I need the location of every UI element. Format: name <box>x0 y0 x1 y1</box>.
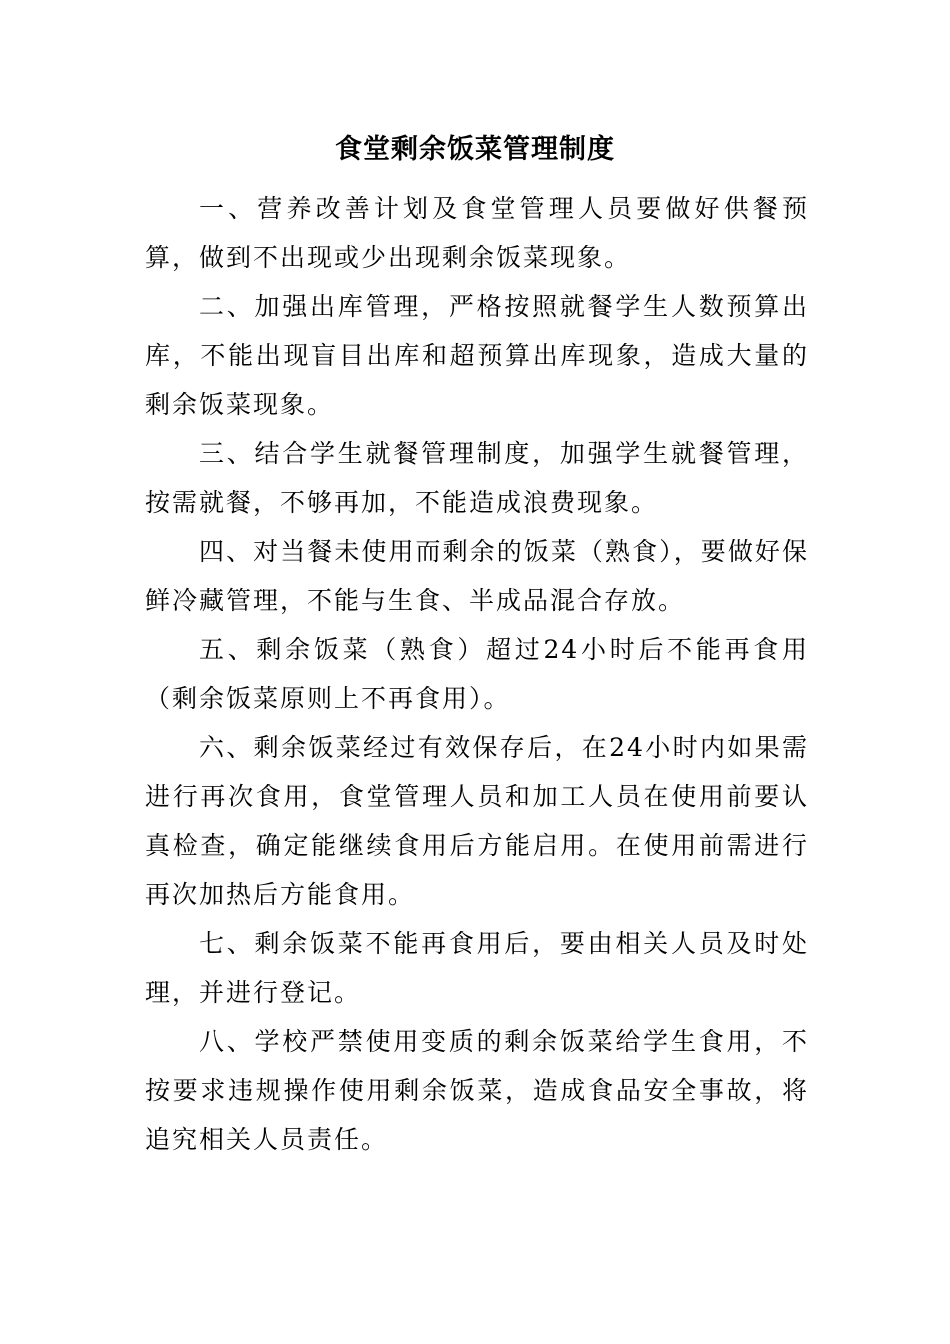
document-title: 食堂剩余饭菜管理制度 <box>335 134 615 165</box>
paragraph-8: 八、学校严禁使用变质的剩余饭菜给学生食用，不按要求违规操作使用剩余饭菜，造成食品安全事故，将追究相关人员责任。 <box>145 1027 809 1154</box>
paragraph-5: 五、剩余饭菜（熟食）超过24小时后不能再食用（剩余饭菜原则上不再食用）。 <box>145 635 809 713</box>
paragraph-4: 四、对当餐未使用而剩余的饭菜（熟食），要做好保鲜冷藏管理，不能与生食、半成品混合存放。 <box>145 537 809 615</box>
paragraph-3: 三、结合学生就餐管理制度，加强学生就餐管理，按需就餐，不够再加，不能造成浪费现象。 <box>145 439 809 517</box>
paragraph-1: 一、营养改善计划及食堂管理人员要做好供餐预算，做到不出现或少出现剩余饭菜现象。 <box>145 194 809 272</box>
paragraph-7: 七、剩余饭菜不能再食用后，要由相关人员及时处理，并进行登记。 <box>145 929 809 1007</box>
paragraph-2: 二、加强出库管理，严格按照就餐学生人数预算出库，不能出现盲目出库和超预算出库现象，造成大量的剩余饭菜现象。 <box>145 292 809 419</box>
document-body <box>145 184 809 1164</box>
paragraph-6: 六、剩余饭菜经过有效保存后，在24小时内如果需进行再次食用，食堂管理人员和加工人员在使用前要认真检查，确定能继续食用后方能启用。在使用前需进行再次加热后方能食用。 <box>145 733 809 909</box>
